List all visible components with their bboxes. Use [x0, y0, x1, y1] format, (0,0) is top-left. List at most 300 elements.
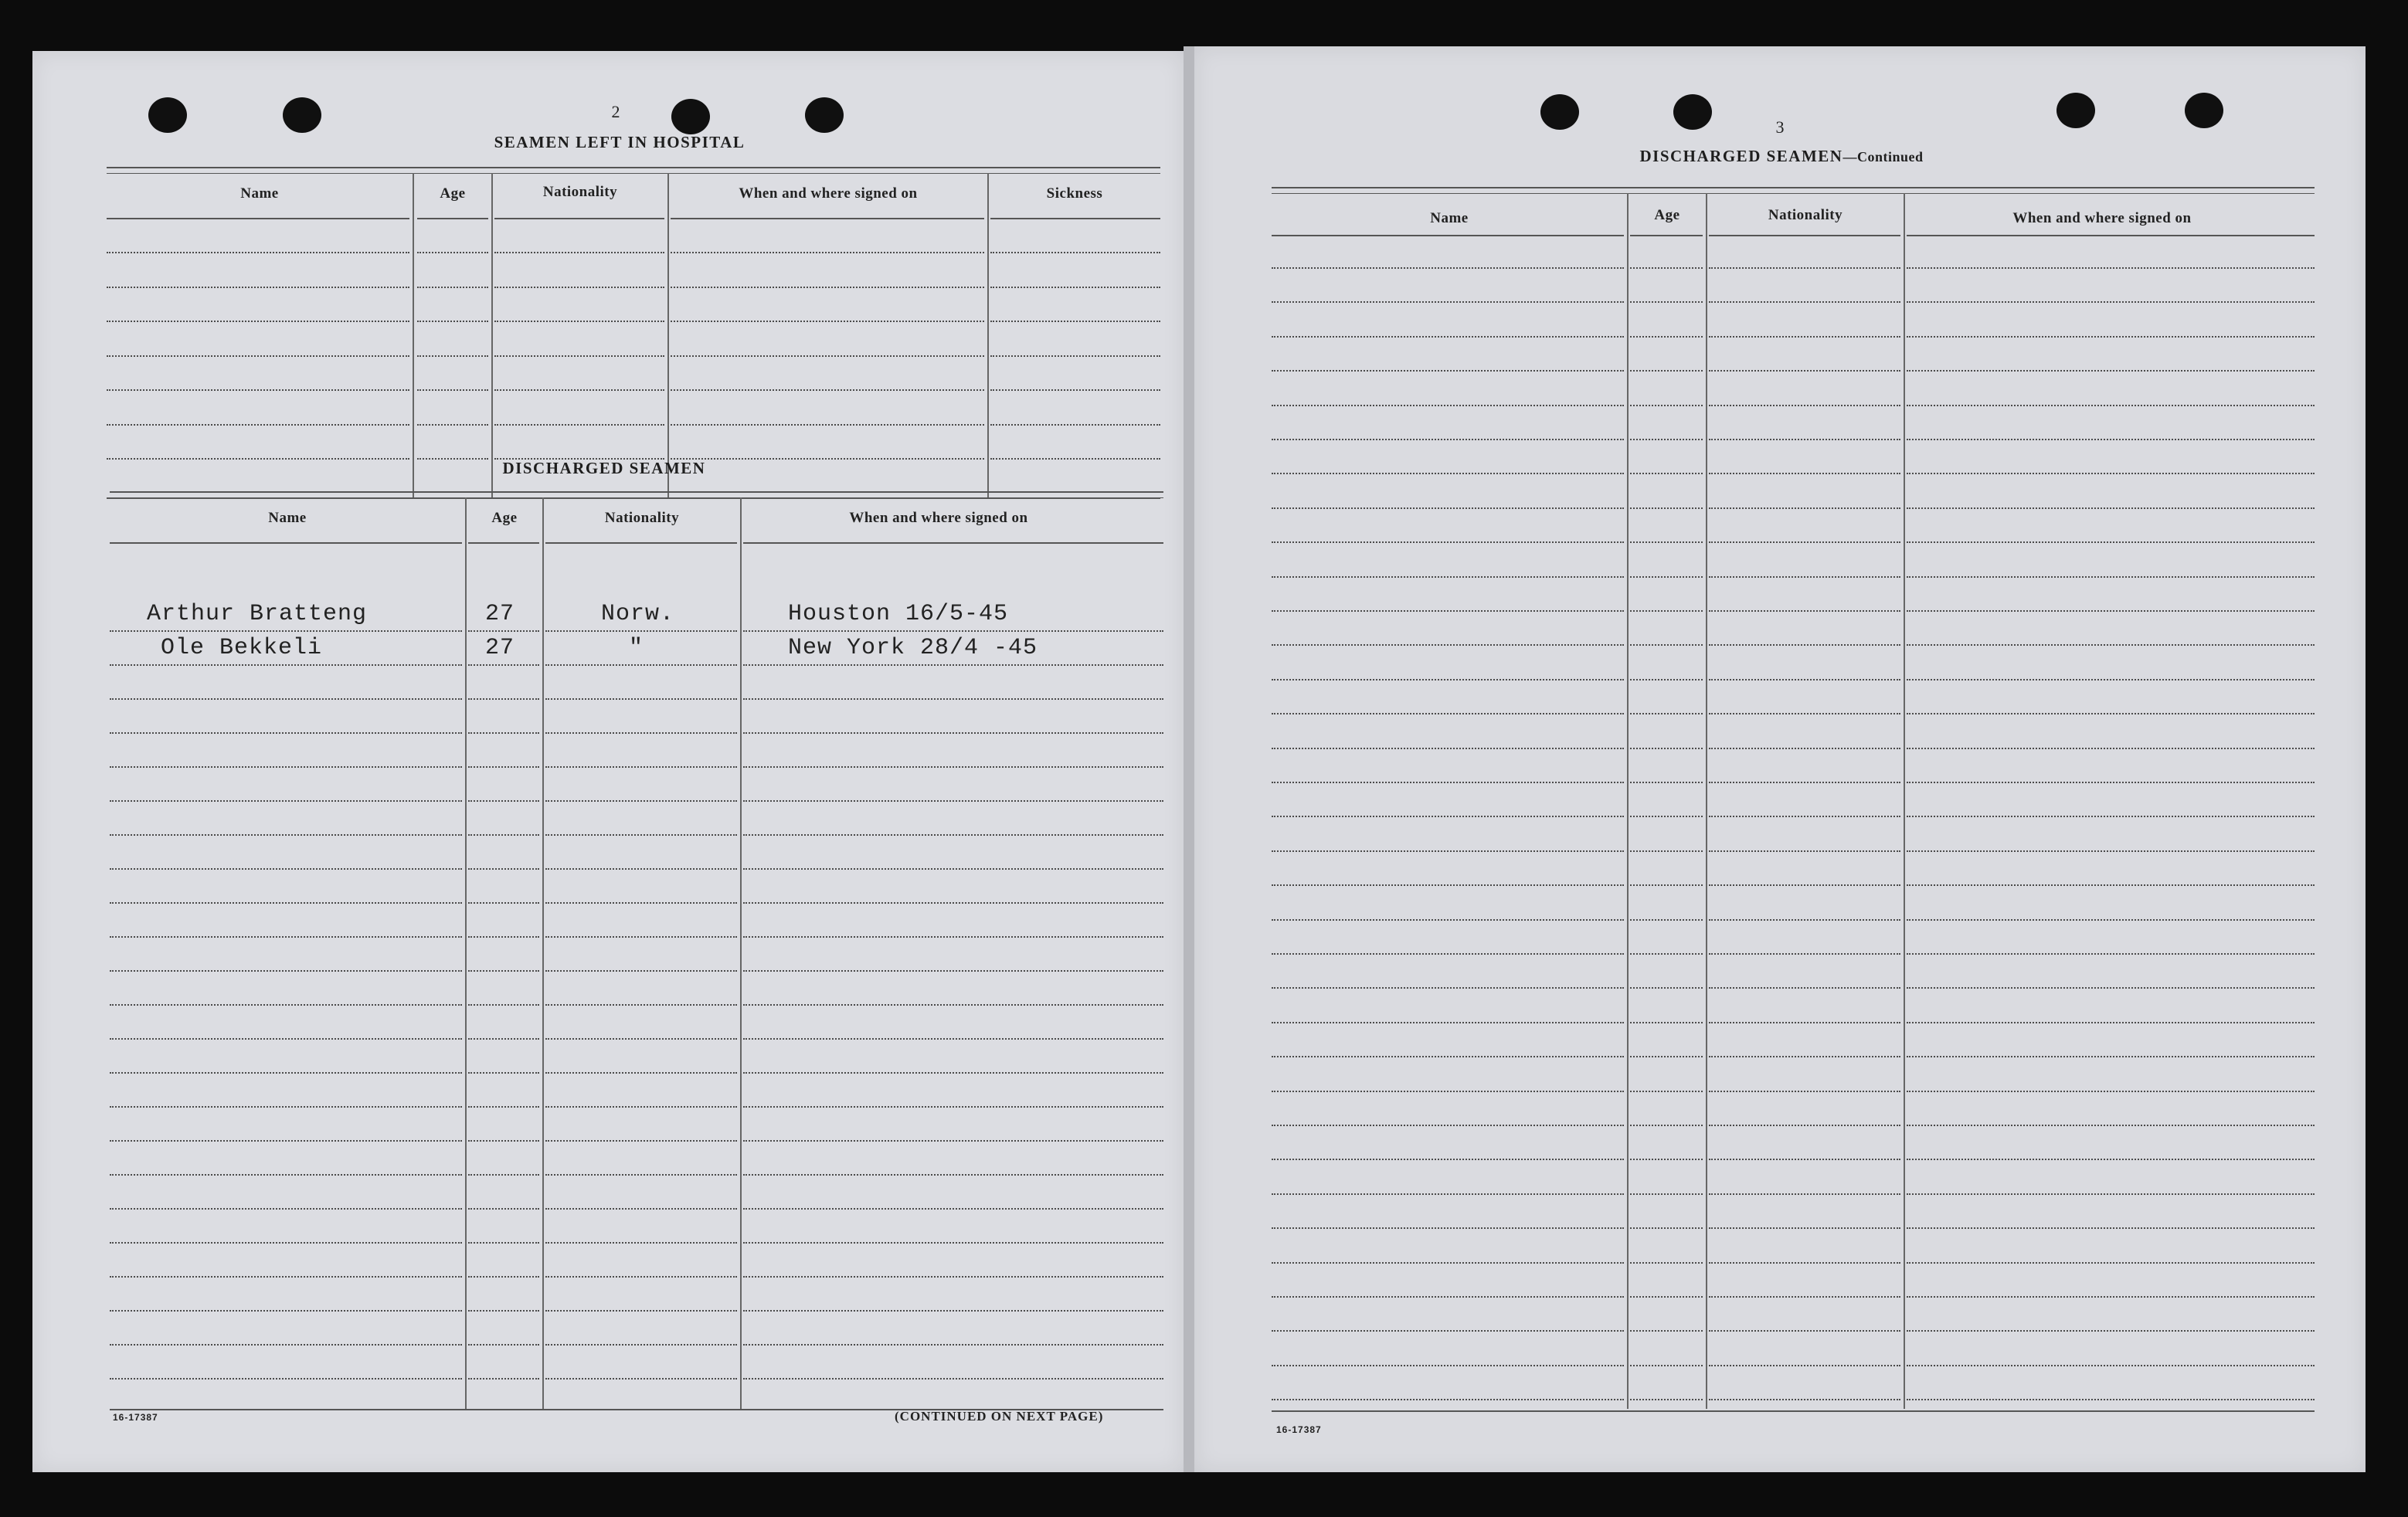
form-row-line — [110, 1344, 462, 1346]
form-row-line — [468, 868, 539, 870]
column-header-nationality: Nationality — [1768, 207, 1843, 223]
form-row-line — [1907, 850, 2315, 852]
form-row-line — [1709, 473, 1900, 474]
form-row-line — [1272, 1296, 1624, 1298]
column-header-age: Age — [440, 185, 466, 202]
form-row-line — [1907, 884, 2315, 886]
form-row-line — [468, 1174, 539, 1176]
form-row-line — [468, 970, 539, 972]
form-row-line — [1630, 1091, 1703, 1092]
page-number: 2 — [611, 102, 620, 121]
form-row-line — [743, 1072, 1163, 1074]
form-row-line — [1709, 1193, 1900, 1195]
form-row-line — [1709, 405, 1900, 406]
form-row-line — [468, 766, 539, 768]
form-row-line — [468, 1106, 539, 1108]
form-row-line — [1272, 782, 1624, 783]
form-row-line — [468, 1004, 539, 1006]
form-row-line — [1630, 1193, 1703, 1195]
form-row-line — [545, 1310, 737, 1312]
form-row-line — [545, 1242, 737, 1244]
form-row-line — [107, 389, 409, 391]
form-row-line — [1630, 576, 1703, 578]
form-row-line — [468, 1208, 539, 1210]
header-underline — [417, 218, 488, 219]
continued-table — [1272, 187, 2315, 1415]
form-row-line — [990, 252, 1160, 253]
form-row-line — [545, 1344, 737, 1346]
form-row-line — [1709, 267, 1900, 269]
form-row-line — [1630, 405, 1703, 406]
form-row-line — [468, 1378, 539, 1380]
header-underline — [1630, 235, 1703, 236]
form-row-line — [107, 321, 409, 322]
form-row-line — [468, 664, 539, 666]
form-row-line — [545, 1276, 737, 1278]
form-row-line — [743, 698, 1163, 700]
form-row-line — [468, 1140, 539, 1142]
column-divider — [465, 497, 467, 1409]
form-row-line — [417, 389, 488, 391]
form-row-line — [743, 1208, 1163, 1210]
form-row-line — [1907, 370, 2315, 372]
form-row-line — [1630, 850, 1703, 852]
form-row-line — [671, 287, 984, 288]
form-row-line — [1709, 301, 1900, 303]
form-row-line — [1709, 679, 1900, 680]
column-header-name: Name — [240, 185, 279, 202]
form-row-line — [545, 630, 737, 632]
form-row-line — [468, 1310, 539, 1312]
form-row-line — [1907, 1022, 2315, 1023]
form-row-line — [107, 424, 409, 426]
form-row-line — [494, 355, 664, 357]
form-row-line — [107, 252, 409, 253]
column-divider — [413, 173, 414, 497]
column-header-signed-on: When and where signed on — [2012, 210, 2192, 226]
form-row-line — [1272, 1227, 1624, 1229]
column-header-name: Name — [1430, 210, 1469, 226]
column-divider — [1904, 193, 1905, 1409]
form-row-line — [545, 1174, 737, 1176]
form-row-line — [1630, 301, 1703, 303]
form-row-line — [1907, 473, 2315, 474]
form-row-line — [743, 936, 1163, 938]
page-number: 3 — [1775, 117, 1785, 137]
form-row-line — [110, 766, 462, 768]
form-row-line — [1630, 1022, 1703, 1023]
table-top-rule — [110, 491, 1163, 498]
form-row-line — [1907, 713, 2315, 714]
form-row-line — [1907, 816, 2315, 817]
form-row-line — [743, 1242, 1163, 1244]
discharged-name: Arthur Bratteng — [147, 601, 368, 627]
column-header-age: Age — [1654, 207, 1680, 223]
form-row-line — [1630, 679, 1703, 680]
form-row-line — [1630, 644, 1703, 646]
form-row-line — [468, 800, 539, 802]
column-header-signed-on: When and where signed on — [739, 185, 918, 202]
form-row-line — [545, 732, 737, 734]
column-divider — [1627, 193, 1629, 1409]
form-row-line — [494, 321, 664, 322]
form-row-line — [494, 287, 664, 288]
header-underline — [1907, 235, 2315, 236]
form-row-line — [743, 732, 1163, 734]
column-header-age: Age — [491, 510, 518, 526]
form-row-line — [1709, 1022, 1900, 1023]
form-row-line — [1907, 1296, 2315, 1298]
form-row-line — [417, 321, 488, 322]
form-row-line — [743, 664, 1163, 666]
punch-hole — [2185, 93, 2223, 128]
form-row-line — [494, 389, 664, 391]
header-underline — [1709, 235, 1900, 236]
form-row-line — [110, 1174, 462, 1176]
form-row-line — [1272, 1022, 1624, 1023]
form-row-line — [1630, 1365, 1703, 1366]
form-row-line — [1907, 610, 2315, 612]
form-row-line — [110, 1242, 462, 1244]
form-row-line — [1907, 782, 2315, 783]
punch-hole — [1673, 94, 1712, 130]
form-code: 16-17387 — [1276, 1424, 1322, 1435]
discharged-continued-title — [1596, 147, 1967, 166]
form-row-line — [743, 902, 1163, 904]
form-row-line — [1630, 748, 1703, 749]
form-row-line — [1907, 541, 2315, 543]
header-underline — [990, 218, 1160, 219]
title-suffix: —Continued — [1843, 149, 1924, 165]
form-row-line — [1907, 1159, 2315, 1160]
header-underline — [468, 542, 539, 544]
form-row-line — [671, 389, 984, 391]
form-row-line — [545, 1106, 737, 1108]
form-row-line — [107, 287, 409, 288]
form-row-line — [1272, 1159, 1624, 1160]
form-row-line — [1272, 1399, 1624, 1400]
form-row-line — [1630, 610, 1703, 612]
column-divider — [987, 173, 989, 497]
form-row-line — [494, 424, 664, 426]
form-row-line — [110, 1310, 462, 1312]
form-row-line — [1272, 1262, 1624, 1264]
form-row-line — [545, 698, 737, 700]
form-row-line — [417, 287, 488, 288]
form-row-line — [1630, 1399, 1703, 1400]
form-row-line — [545, 834, 737, 836]
form-row-line — [1709, 816, 1900, 817]
form-row-line — [468, 902, 539, 904]
form-row-line — [990, 389, 1160, 391]
form-row-line — [1907, 679, 2315, 680]
form-row-line — [671, 252, 984, 253]
discharged-age: 27 — [485, 635, 515, 661]
form-row-line — [545, 902, 737, 904]
form-row-line — [107, 458, 409, 460]
form-row-line — [110, 630, 462, 632]
form-row-line — [1907, 644, 2315, 646]
form-row-line — [743, 1276, 1163, 1278]
table-top-rule — [1272, 187, 2315, 194]
hospital-section-title: SEAMEN LEFT IN HOSPITAL — [494, 133, 745, 151]
column-divider — [1706, 193, 1707, 1409]
form-row-line — [1709, 1262, 1900, 1264]
form-row-line — [1907, 1399, 2315, 1400]
form-row-line — [743, 1344, 1163, 1346]
page-gutter — [1184, 46, 1194, 1472]
form-row-line — [1272, 610, 1624, 612]
form-row-line — [1709, 610, 1900, 612]
form-row-line — [1272, 405, 1624, 406]
form-row-line — [545, 1378, 737, 1380]
column-divider — [740, 497, 742, 1409]
form-row-line — [1709, 644, 1900, 646]
form-row-line — [468, 1038, 539, 1040]
form-row-line — [1709, 713, 1900, 714]
form-row-line — [1709, 987, 1900, 989]
form-row-line — [1272, 644, 1624, 646]
form-code: 16-17387 — [113, 1412, 158, 1423]
punch-hole — [2056, 93, 2095, 128]
punch-hole — [1540, 94, 1579, 130]
form-row-line — [110, 1038, 462, 1040]
form-row-line — [468, 630, 539, 632]
discharged-age: 27 — [485, 601, 515, 627]
form-row-line — [1709, 1091, 1900, 1092]
form-row-line — [1907, 919, 2315, 921]
form-row-line — [743, 1378, 1163, 1380]
form-row-line — [1709, 1399, 1900, 1400]
form-row-line — [1630, 713, 1703, 714]
form-row-line — [1272, 370, 1624, 372]
form-row-line — [1272, 576, 1624, 578]
header-underline — [1272, 235, 1624, 236]
form-row-line — [1907, 1330, 2315, 1332]
form-row-line — [743, 868, 1163, 870]
form-row-line — [1907, 405, 2315, 406]
form-row-line — [110, 970, 462, 972]
discharged-nationality: Norw. — [601, 601, 675, 627]
form-row-line — [1272, 336, 1624, 338]
form-row-line — [468, 1276, 539, 1278]
column-header-nationality: Nationality — [604, 510, 680, 526]
form-row-line — [1907, 1056, 2315, 1057]
column-header-sickness: Sickness — [1046, 185, 1103, 202]
form-row-line — [1630, 919, 1703, 921]
form-row-line — [1907, 953, 2315, 955]
form-row-line — [1272, 541, 1624, 543]
form-row-line — [110, 732, 462, 734]
form-row-line — [545, 1208, 737, 1210]
form-row-line — [671, 321, 984, 322]
form-row-line — [110, 834, 462, 836]
form-row-line — [1630, 267, 1703, 269]
form-row-line — [1709, 1159, 1900, 1160]
form-row-line — [1709, 919, 1900, 921]
form-row-line — [743, 970, 1163, 972]
form-row-line — [1272, 748, 1624, 749]
header-underline — [107, 218, 409, 219]
form-row-line — [1630, 1296, 1703, 1298]
form-row-line — [545, 1140, 737, 1142]
form-row-line — [1709, 1365, 1900, 1366]
form-row-line — [1272, 1365, 1624, 1366]
form-row-line — [110, 868, 462, 870]
form-row-line — [417, 424, 488, 426]
form-row-line — [1630, 1159, 1703, 1160]
left-page — [32, 51, 1184, 1472]
form-row-line — [545, 970, 737, 972]
continued-note: (CONTINUED ON NEXT PAGE) — [895, 1409, 1104, 1424]
form-row-line — [1630, 1227, 1703, 1229]
form-row-line — [110, 698, 462, 700]
form-row-line — [468, 732, 539, 734]
form-row-line — [1907, 507, 2315, 509]
form-row-line — [1630, 953, 1703, 955]
form-row-line — [545, 1038, 737, 1040]
form-row-line — [1907, 1262, 2315, 1264]
form-row-line — [743, 1106, 1163, 1108]
punch-hole — [148, 97, 187, 133]
form-row-line — [1709, 953, 1900, 955]
form-row-line — [743, 1140, 1163, 1142]
form-row-line — [1709, 748, 1900, 749]
header-underline — [743, 542, 1163, 544]
header-underline — [110, 542, 462, 544]
form-row-line — [1709, 507, 1900, 509]
title-main: DISCHARGED SEAMEN — [1639, 147, 1843, 165]
form-row-line — [110, 664, 462, 666]
column-divider — [491, 173, 493, 497]
form-row-line — [990, 424, 1160, 426]
column-header-name: Name — [268, 510, 307, 526]
form-row-line — [1630, 473, 1703, 474]
form-row-line — [1907, 301, 2315, 303]
form-row-line — [1272, 884, 1624, 886]
form-row-line — [1272, 473, 1624, 474]
discharged-signed-on: Houston 16/5-45 — [788, 601, 1009, 627]
form-row-line — [494, 252, 664, 253]
form-row-line — [1272, 1056, 1624, 1057]
column-header-signed-on: When and where signed on — [849, 510, 1028, 526]
header-underline — [545, 542, 737, 544]
form-row-line — [1709, 782, 1900, 783]
form-row-line — [468, 936, 539, 938]
form-row-line — [990, 458, 1160, 460]
form-row-line — [1272, 507, 1624, 509]
discharged-name: Ole Bekkeli — [161, 635, 323, 661]
header-underline — [671, 218, 984, 219]
form-row-line — [1907, 1365, 2315, 1366]
column-divider — [667, 173, 669, 497]
form-row-line — [110, 1004, 462, 1006]
form-row-line — [1907, 748, 2315, 749]
form-row-line — [743, 834, 1163, 836]
form-row-line — [1630, 336, 1703, 338]
form-row-line — [1272, 267, 1624, 269]
form-row-line — [468, 1072, 539, 1074]
form-row-line — [1907, 1091, 2315, 1092]
form-row-line — [743, 766, 1163, 768]
discharged-signed-on: New York 28/4 -45 — [788, 635, 1038, 661]
form-row-line — [545, 936, 737, 938]
punch-hole — [805, 97, 844, 133]
form-row-line — [1907, 336, 2315, 338]
form-row-line — [1709, 576, 1900, 578]
form-row-line — [1630, 1262, 1703, 1264]
form-row-line — [110, 902, 462, 904]
form-row-line — [1630, 782, 1703, 783]
form-row-line — [1709, 370, 1900, 372]
column-divider — [542, 497, 544, 1409]
form-row-line — [1272, 987, 1624, 989]
form-row-line — [1630, 541, 1703, 543]
form-row-line — [1709, 1296, 1900, 1298]
form-row-line — [110, 1378, 462, 1380]
form-row-line — [1709, 850, 1900, 852]
form-row-line — [1272, 1330, 1624, 1332]
form-row-line — [417, 355, 488, 357]
right-page — [1194, 46, 2366, 1472]
form-row-line — [1630, 370, 1703, 372]
form-row-line — [1272, 1125, 1624, 1126]
form-row-line — [1630, 816, 1703, 817]
form-row-line — [1907, 1125, 2315, 1126]
form-row-line — [1630, 884, 1703, 886]
form-row-line — [545, 868, 737, 870]
form-row-line — [990, 287, 1160, 288]
form-row-line — [1907, 576, 2315, 578]
form-row-line — [110, 800, 462, 802]
form-row-line — [1272, 816, 1624, 817]
punch-hole — [283, 97, 321, 133]
form-row-line — [545, 1004, 737, 1006]
form-row-line — [743, 800, 1163, 802]
form-row-line — [1709, 1330, 1900, 1332]
form-row-line — [743, 1038, 1163, 1040]
form-row-line — [1709, 884, 1900, 886]
form-row-line — [1709, 1125, 1900, 1126]
form-row-line — [1907, 1227, 2315, 1229]
form-row-line — [468, 698, 539, 700]
form-row-line — [1272, 301, 1624, 303]
form-row-line — [1630, 507, 1703, 509]
form-row-line — [110, 1276, 462, 1278]
form-row-line — [468, 1242, 539, 1244]
form-row-line — [545, 664, 737, 666]
form-row-line — [1272, 1193, 1624, 1195]
form-row-line — [1272, 713, 1624, 714]
form-row-line — [1630, 1330, 1703, 1332]
form-row-line — [545, 800, 737, 802]
punch-hole — [671, 99, 710, 134]
form-row-line — [110, 1140, 462, 1142]
form-row-line — [1709, 1227, 1900, 1229]
discharged-nationality: " — [629, 635, 644, 661]
form-row-line — [990, 321, 1160, 322]
form-row-line — [1272, 919, 1624, 921]
form-row-line — [110, 1072, 462, 1074]
form-row-line — [1272, 953, 1624, 955]
form-row-line — [110, 1208, 462, 1210]
form-row-line — [743, 1174, 1163, 1176]
form-row-line — [1907, 267, 2315, 269]
form-row-line — [1272, 850, 1624, 852]
form-row-line — [1272, 679, 1624, 680]
form-row-line — [1630, 987, 1703, 989]
form-row-line — [1709, 439, 1900, 440]
